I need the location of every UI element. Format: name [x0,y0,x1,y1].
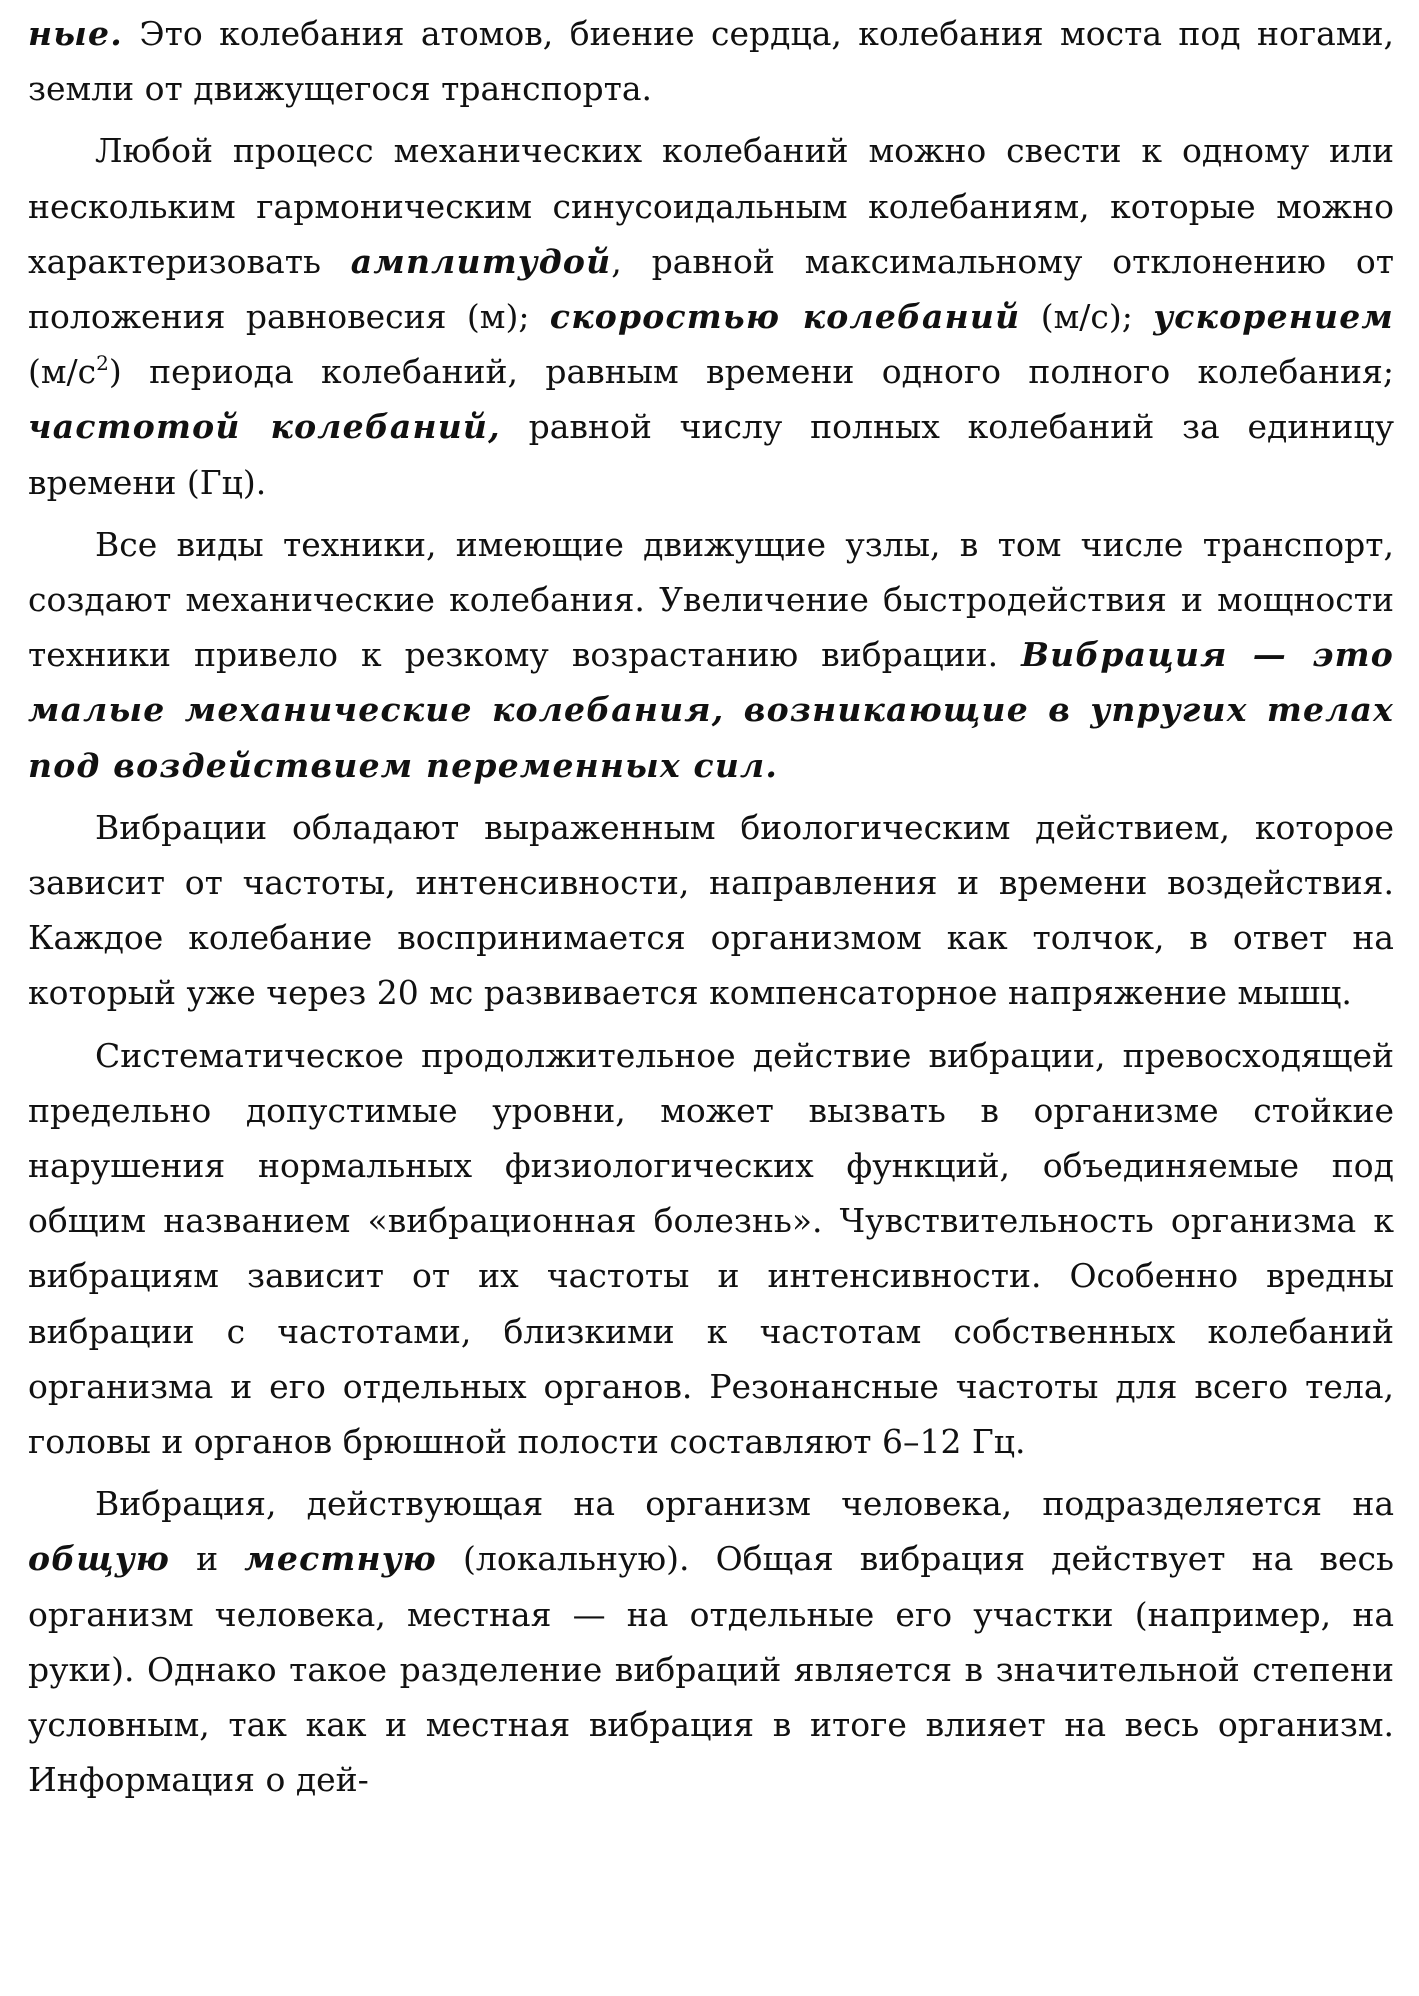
text-run: Вибрация, действующая на организм человека, подразделяется на [95,1484,1394,1524]
text-run: и [170,1539,245,1579]
emphasized-term: местную [244,1539,437,1579]
text-run: (м/с); [1020,297,1154,337]
text-run: (локальную). Общая вибрация действует на весь организм человека, местная — на отдельные его участки (например, на руки). Однако такое разделение вибраций является в значительной степени условным, так как и местная вибрация в итоге влияет на весь организм. Информация о дей- [28,1539,1394,1800]
paragraph-vibration-definition [28,517,1394,793]
superscript: 2 [96,351,109,376]
emphasized-term: ные. [28,14,123,53]
text-run: Любой процесс механических колебаний можно свести к одному или нескольким гармоническим синусоидальным колебаниям, которые можно характеризовать [28,131,1394,281]
text-run: Вибрации обладают выраженным биологическим действием, которое зависит от частоты, интенсивности, направления и времени воздействия. Каждое колебание воспринимается организмом как толчок, в ответ на который уже через 20 мс развивается компенсаторное напряжение мышц. [28,807,1394,1013]
paragraph-vibration-disease [28,1028,1394,1470]
paragraph-biological-effect [28,800,1394,1021]
emphasized-term: амплитудой [350,241,612,281]
emphasized-term: ускорением [1153,297,1394,337]
paragraph-general-local-vibration [28,1476,1394,1807]
emphasized-term: Вибрация — это малые механические колебания, возникающие в упругих телах под воздействием переменных сил. [28,635,1394,785]
emphasized-term: скоростью колебаний [549,297,1021,337]
emphasized-term: частотой колебаний, [28,407,501,447]
text-run: ) периода колебаний, равным времени одного полного колебания; [108,352,1394,392]
emphasized-term: общую [28,1539,171,1579]
text-run: , равной максимальному отклонению от положения равновесия (м); [28,241,1394,337]
text-run: (м/с [28,352,97,392]
document-page [28,6,1394,1815]
text-run: равной числу полных колебаний за единицу времени (Гц). [28,407,1394,502]
paragraph-continued-definition [28,6,1394,116]
text-run: Это колебания атомов, биение сердца, колебания моста под ногами, земли от движущегося транспорта. [28,14,1394,109]
text-run: Систематическое продолжительное действие вибрации, превосходящей предельно допустимые уровни, может вызвать в организме стойкие нарушения нормальных физиологических функций, объединяемые под общим названием «вибрационная болезнь». Чувствительность организма к вибрациям зависит от их частоты и интенсивности. Особенно вредны вибрации с частотами, близкими к частотам собственных колебаний организма и его отдельных органов. Резонансные частоты для всего тела, головы и органов брюшной полости составляют 6–12 Гц. [28,1035,1394,1462]
text-run: Все виды техники, имеющие движущие узлы, в том числе транспорт, создают механические колебания. Увеличение быстродействия и мощности техники привело к резкому возрастанию вибрации. [28,524,1394,675]
paragraph-oscillation-parameters [28,123,1394,509]
